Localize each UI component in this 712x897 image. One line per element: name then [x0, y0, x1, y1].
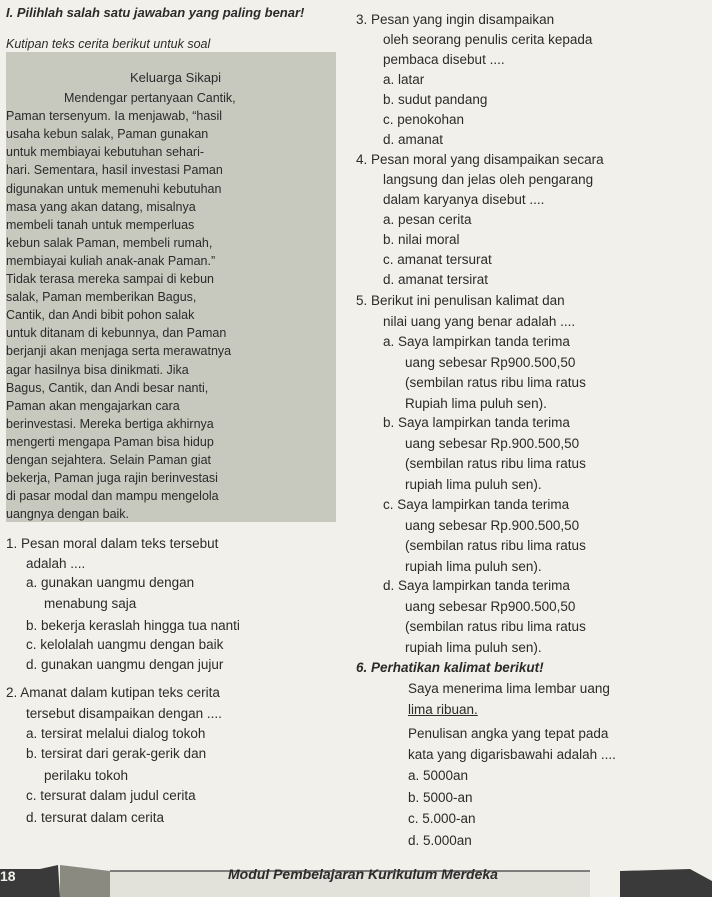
question-2-option: a. tersirat melalui dialog tokoh — [26, 726, 206, 741]
question-1-option: d. gunakan uangmu dengan jujur — [26, 657, 224, 672]
question-5-option: rupiah lima puluh sen). — [405, 639, 542, 655]
question-4-option: d. amanat tersirat — [383, 272, 489, 287]
question-3-stem: pembaca disebut .... — [383, 52, 505, 67]
story-line: Cantik, dan Andi bibit pohon salak — [6, 308, 195, 323]
question-5-option: (sembilan ratus ribu lima ratus — [405, 619, 586, 634]
question-5-option: uang sebesar Rp.900.500,50 — [405, 517, 580, 533]
question-5-option: (sembilan ratus ribu lima ratus — [405, 375, 586, 390]
question-4-option: b. nilai moral — [383, 232, 460, 247]
story-line: bekerja, Paman juga rajin berinvestasi — [6, 471, 218, 486]
footer-title: Modul Pembelajaran Kurikulum Merdeka — [228, 866, 498, 882]
story-line: Tidak terasa mereka sampai di kebun — [6, 272, 214, 286]
question-1-option: b. bekerja keraslah hingga tua nanti — [26, 618, 240, 633]
question-3-stem: 3. Pesan yang ingin disampaikan — [356, 12, 555, 27]
question-6-option: b. 5000-an — [408, 790, 473, 805]
question-3-option: a. latar — [383, 72, 425, 87]
question-5-option: rupiah lima puluh sen). — [405, 476, 542, 492]
question-5-option: (sembilan ratus ribu lima ratus — [405, 456, 586, 471]
story-line: Paman tersenyum. Ia menjawab, “hasil — [6, 109, 223, 124]
question-3-option: c. penokohan — [383, 112, 465, 127]
question-3-option: b. sudut pandang — [383, 92, 488, 107]
question-4-stem: 4. Pesan moral yang disampaikan secara — [356, 152, 604, 167]
question-2-stem: 2. Amanat dalam kutipan teks cerita — [6, 685, 220, 700]
story-line: masa yang akan datang, misalnya — [6, 199, 196, 214]
question-5-option: uang sebesar Rp.900.500,50 — [405, 435, 580, 451]
question-4-option: c. amanat tersurat — [383, 252, 492, 267]
story-line: Mendengar pertanyaan Cantik, — [64, 91, 236, 105]
question-6-option: c. 5.000-an — [408, 811, 476, 826]
question-1-stem: 1. Pesan moral dalam teks tersebut — [6, 536, 219, 551]
page-number: 18 — [0, 868, 16, 884]
question-5-option: b. Saya lampirkan tanda terima — [383, 415, 570, 430]
story-line: berinvestasi. Mereka bertiga akhirnya — [6, 416, 214, 431]
story-line: salak, Paman memberikan Bagus, — [6, 290, 197, 305]
story-title: Keluarga Sikapi — [130, 70, 222, 85]
question-5-option: (sembilan ratus ribu lima ratus — [405, 538, 586, 553]
story-line: Bagus, Cantik, dan Andi besar nanti, — [6, 380, 209, 395]
story-line: usaha kebun salak, Paman gunakan — [6, 127, 209, 142]
question-5-option: uang sebesar Rp900.500,50 — [405, 354, 576, 370]
question-5-option: d. Saya lampirkan tanda terima — [383, 578, 570, 593]
question-5-stem: nilai uang yang benar adalah .... — [383, 314, 576, 329]
question-5-option: c. Saya lampirkan tanda terima — [383, 497, 570, 512]
story-line: untuk ditanam di kebunnya, dan Paman — [6, 326, 227, 341]
question-2-option: d. tersurat dalam cerita — [26, 810, 165, 825]
story-line: Paman akan mengajarkan cara — [6, 398, 180, 413]
story-line: agar hasilnya bisa dinikmati. Jika — [6, 362, 189, 377]
question-4-stem: dalam karyanya disebut .... — [383, 192, 545, 207]
question-5-option: Rupiah lima puluh sen). — [405, 395, 547, 411]
question-4-stem: langsung dan jelas oleh pengarang — [383, 172, 594, 187]
question-6-option: d. 5.000an — [408, 833, 472, 848]
story-line: berjanji akan menjaga serta merawatnya — [6, 344, 232, 359]
question-1-option: menabung saja — [44, 596, 137, 611]
question-6-option: a. 5000an — [408, 768, 469, 783]
question-5-option: rupiah lima puluh sen). — [405, 558, 542, 574]
question-5-option: a. Saya lampirkan tanda terima — [383, 334, 570, 349]
question-1-option: c. kelolalah uangmu dengan baik — [26, 637, 224, 652]
story-line: hari. Sementara, hasil investasi Paman — [6, 163, 223, 178]
story-line: kebun salak Paman, membeli rumah, — [6, 235, 213, 250]
story-line: di pasar modal dan mampu mengelola — [6, 489, 219, 504]
question-3-option: d. amanat — [383, 132, 444, 147]
question-2-option: b. tersirat dari gerak-gerik dan — [26, 746, 207, 761]
story-line: membeli tanah untuk memperluas — [6, 217, 195, 232]
question-6-underlined: lima ribuan. — [408, 702, 478, 717]
question-4-option: a. pesan cerita — [383, 212, 472, 227]
question-2-stem: tersebut disampaikan dengan .... — [26, 706, 222, 721]
question-6-sentence: Saya menerima lima lembar uang — [408, 681, 610, 696]
question-5-option: uang sebesar Rp900.500,50 — [405, 598, 576, 614]
story-line: dengan sejahtera. Selain Paman giat — [6, 453, 212, 467]
question-6-stem: kata yang digarisbawahi adalah .... — [408, 747, 616, 762]
question-5-stem: 5. Berikut ini penulisan kalimat dan — [356, 293, 565, 308]
section-title: I. Pilihlah salah satu jawaban yang paling benar! — [6, 5, 305, 20]
question-6-stem: Penulisan angka yang tepat pada — [408, 726, 609, 741]
story-line: membiayai kuliah anak-anak Paman.” — [6, 253, 216, 268]
question-6-title: 6. Perhatikan kalimat berikut! — [356, 660, 544, 675]
question-1-option: a. gunakan uangmu dengan — [26, 575, 195, 590]
question-1-stem: adalah .... — [26, 556, 86, 571]
question-2-option: c. tersurat dalam judul cerita — [26, 788, 196, 803]
question-3-stem: oleh seorang penulis cerita kepada — [383, 32, 593, 47]
story-line: untuk membiayai kebutuhan sehari- — [6, 145, 205, 160]
story-line: mengerti mengapa Paman bisa hidup — [6, 434, 214, 449]
intro-line-1: Kutipan teks cerita berikut untuk soal — [6, 37, 211, 51]
story-line: digunakan untuk memenuhi kebutuhan — [6, 181, 222, 196]
story-line: uangnya dengan baik. — [6, 507, 130, 522]
question-2-option: perilaku tokoh — [44, 768, 129, 783]
